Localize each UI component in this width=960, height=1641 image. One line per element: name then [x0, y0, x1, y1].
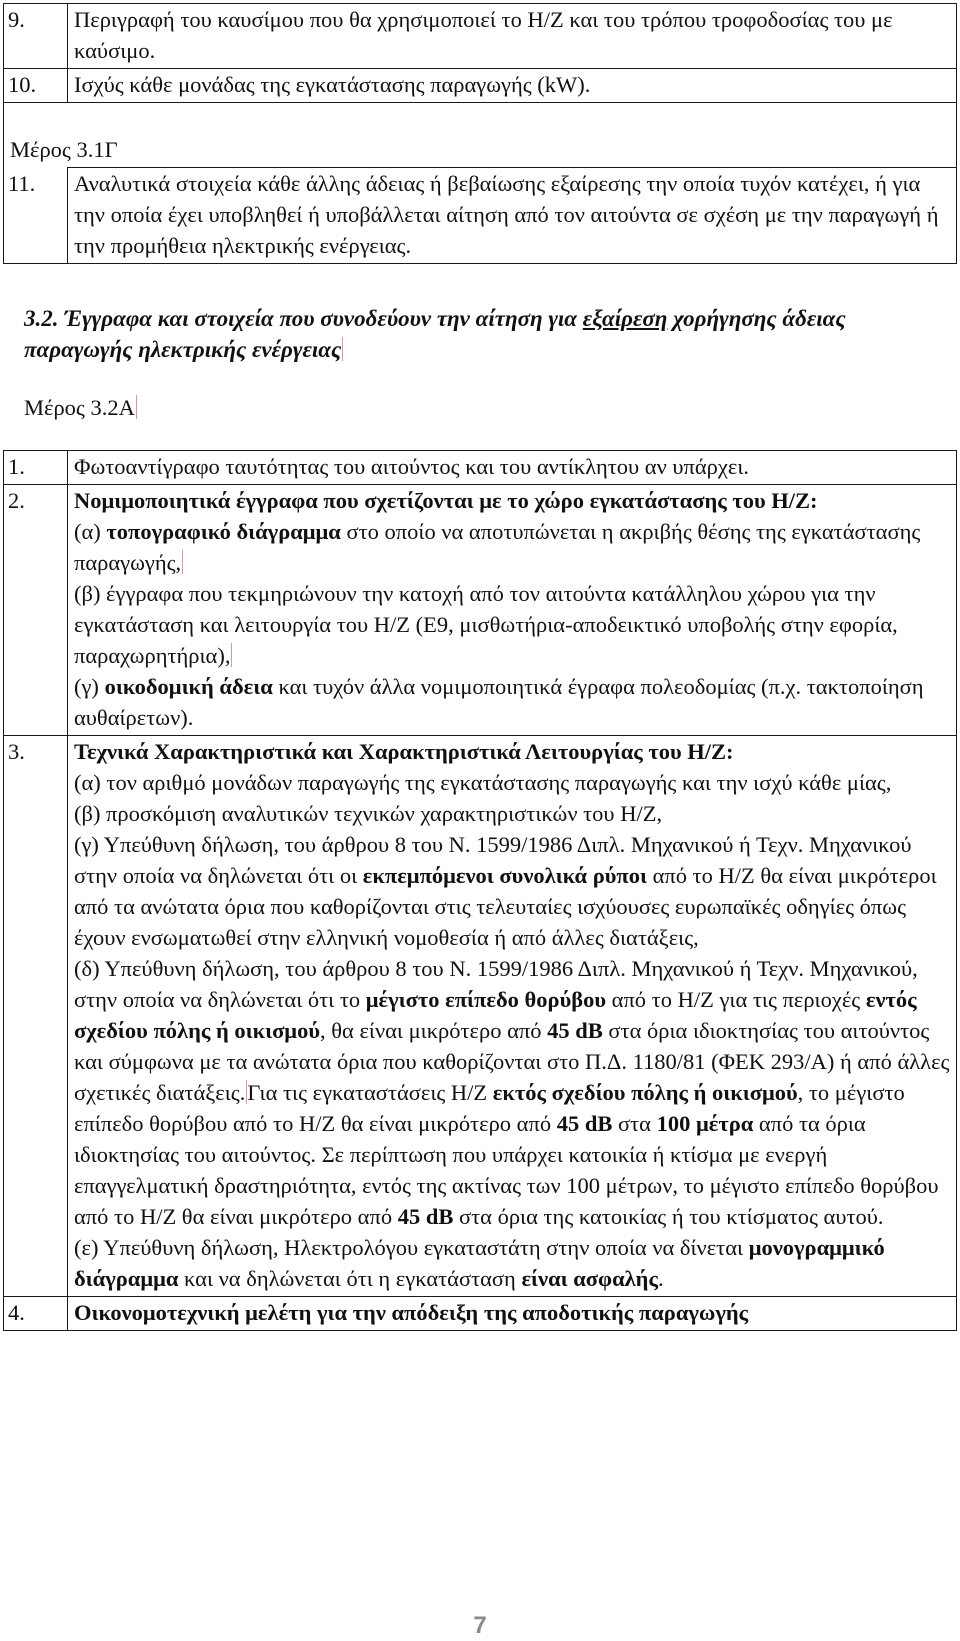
row-text: Φωτοαντίγραφο ταυτότητας του αιτούντος και του αντίκλητου αν υπάρχει.: [68, 451, 957, 485]
table-row: [4, 736, 957, 1297]
sub-item-c: (γ) οικοδομική άδεια και τυχόν άλλα νομιμοποιητικά έγραφα πολεοδομίας (π.χ. τακτοποίηση αυθαίρετων).: [74, 674, 924, 730]
row-text: Ισχύς κάθε μονάδας της εγκατάστασης παραγωγής (kW).: [68, 69, 957, 103]
row-number: 10.: [4, 69, 68, 103]
table-row: [4, 451, 957, 485]
item-title: Τεχνικά Χαρακτηριστικά και Χαρακτηριστικά Λειτουργίας του Η/Ζ:: [74, 739, 734, 764]
item-title: Νομιμοποιητικά έγγραφα που σχετίζονται με το χώρο εγκατάστασης του Η/Ζ:: [74, 488, 818, 513]
row-text: [68, 1297, 957, 1331]
sub-item-b: (β) έγγραφα που τεκμηριώνουν την κατοχή από τον αιτούντα κατάλληλου χώρου για την εγκατάσταση και λειτουργία του Η/Ζ (Ε9, μισθωτήρια-αποδεικτικό υποβολής στην εφορία, παραχωρητήρια),: [74, 581, 898, 668]
table-row: [4, 485, 957, 736]
row-number: 11.: [4, 168, 68, 264]
row-number: 9.: [4, 4, 68, 69]
part-label-3-2a: Μέρος 3.2Α: [24, 395, 135, 420]
row-number: 3.: [4, 736, 68, 1297]
sub-item-b: (β) προσκόμιση αναλυτικών τεχνικών χαρακτηριστικών του Η/Ζ,: [74, 801, 663, 826]
row-text: Αναλυτικά στοιχεία κάθε άλλης άδειας ή βεβαίωσης εξαίρεσης την οποία τυχόν κατέχει, ή για την οποία έχει υποβληθεί ή υποβάλλεται αίτηση από τον αιτούντα σε σχέση με την παραγωγή ή την προμήθεια ηλεκτρικής ενέργειας.: [68, 168, 957, 264]
table-row: [4, 103, 957, 168]
row-number: 4.: [4, 1297, 68, 1331]
top-table: [3, 3, 957, 264]
row-text: Περιγραφή του καυσίμου που θα χρησιμοποιεί το Η/Ζ και του τρόπου τροφοδοσίας του με καύσιμο.: [68, 4, 957, 69]
requirements-table: [3, 450, 957, 1331]
sub-item-e: (ε) Υπεύθυνη δήλωση, Ηλεκτρολόγου εγκαταστάτη στην οποία να δίνεται μονογραμμικό διάγραμμα και να δηλώνεται ότι η εγκατάσταση είναι ασφαλής.: [74, 1235, 885, 1291]
sub-item-a: (α) τον αριθμό μονάδων παραγωγής της εγκατάστασης παραγωγής και την ισχύ κάθε μίας,: [74, 770, 892, 795]
table-row: [4, 1297, 957, 1331]
part-label: Μέρος 3.1Γ: [4, 103, 957, 168]
row-text: [68, 736, 957, 1297]
sub-item-c: (γ) Υπεύθυνη δήλωση, του άρθρου 8 του Ν. 1599/1986 Διπλ. Μηχανικού ή Τεχν. Μηχανικού στην οποία να δηλώνεται ότι οι εκπεμπόμενοι συνολικά ρύποι από το Η/Ζ θα είναι μικρότεροι από τα ανώτατα όρια που καθορίζονται στις τελευταίες ισχύουσες ευρωπαϊκές οδηγίες όπως έχουν ενσωματωθεί στην ελληνική νομοθεσία ή από άλλες διατάξεις,: [74, 832, 937, 950]
row-number: 2.: [4, 485, 68, 736]
table-row: [4, 168, 957, 264]
sub-item-a: (α) τοπογραφικό διάγραμμα στο οποίο να αποτυπώνεται η ακριβής θέσης της εγκατάστασης παραγωγής,: [74, 519, 921, 575]
table-row: [4, 69, 957, 103]
row-text: [68, 485, 957, 736]
sub-item-d: (δ) Υπεύθυνη δήλωση, του άρθρου 8 του Ν. 1599/1986 Διπλ. Μηχανικού ή Τεχν. Μηχανικού, στην οποία να δηλώνεται ότι το μέγιστο επίπεδο θορύβου από το Η/Ζ για τις περιοχές εντός σχεδίου πόλης ή οικισμού, θα είναι μικρότερο από 45 dB στα όρια ιδιοκτησίας του αιτούντος και σύμφωνα με τα ανώτατα όρια που καθορίζονται στο Π.Δ. 1180/81 (ΦΕΚ 293/Α) ή από άλλες σχετικές διατάξεις.Για τις εγκαταστάσεις Η/Ζ εκτός σχεδίου πόλης ή οικισμού, το μέγιστο επίπεδο θορύβου από το Η/Ζ θα είναι μικρότερο από 45 dB στα 100 μέτρα από τα όρια ιδιοκτησίας του αιτούντος. Σε περίπτωση που υπάρχει κατοικία ή κτίσμα με ενεργή επαγγελματική δραστηριότητα, εντός της ακτίνας των 100 μέτρων, το μέγιστο επίπεδο θορύβου από το Η/Ζ θα είναι μικρότερο από 45 dB στα όρια της κατοικίας ή του κτίσματος αυτού.: [74, 956, 950, 1229]
section-heading: 3.2. Έγγραφα και στοιχεία που συνοδεύουν την αίτηση για εξαίρεση χορήγησης άδειας παραγωγής ηλεκτρικής ενέργειας: [24, 306, 846, 362]
item-title: Οικονομοτεχνική μελέτη για την απόδειξη της αποδοτικής παραγωγής: [74, 1300, 749, 1325]
page-number: 7: [473, 1612, 487, 1639]
table-row: [4, 4, 957, 69]
row-number: 1.: [4, 451, 68, 485]
